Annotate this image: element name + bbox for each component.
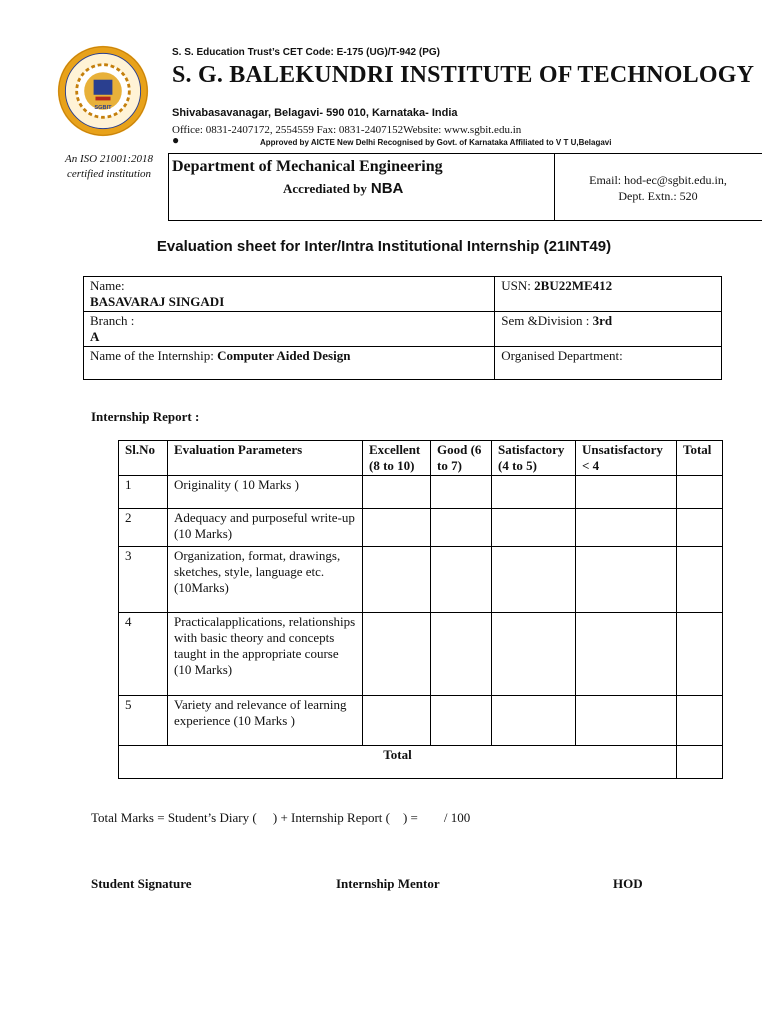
table-row bbox=[119, 696, 723, 746]
good-cell bbox=[431, 613, 492, 696]
row-number: 5 bbox=[119, 696, 168, 746]
accreditation-label: Accrediated by bbox=[283, 181, 367, 196]
department-name: Department of Mechanical Engineering bbox=[172, 158, 443, 175]
col-satisfactory: Satisfactory (4 to 5) bbox=[492, 441, 576, 476]
department-contact bbox=[556, 172, 760, 204]
institute-address: Shivabasavanagar, Belagavi- 590 010, Karnataka- India bbox=[172, 107, 458, 119]
table-row bbox=[119, 613, 723, 696]
row-parameter: Practicalapplications, relationships with basic theory and concepts taught in the appropriate course (10 Marks) bbox=[168, 613, 363, 696]
satisfactory-cell bbox=[492, 476, 576, 509]
table-row bbox=[119, 547, 723, 613]
excellent-cell bbox=[363, 509, 431, 547]
name-cell bbox=[84, 277, 495, 312]
col-unsatisfactory: Unsatisfactory < 4 bbox=[576, 441, 677, 476]
sem-cell bbox=[495, 312, 722, 347]
logo-text: SGBIT bbox=[94, 104, 112, 111]
accreditation bbox=[283, 180, 403, 197]
unsatisfactory-cell bbox=[576, 696, 677, 746]
usn-cell bbox=[495, 277, 722, 312]
mentor-signature-label: Internship Mentor bbox=[336, 876, 440, 891]
satisfactory-cell bbox=[492, 613, 576, 696]
header-row bbox=[119, 441, 723, 476]
hod-signature-label: HOD bbox=[613, 876, 643, 891]
approval-line: Approved by AICTE New Delhi Recognised by Govt. of Karnataka Affiliated to V T U,Belagavi bbox=[260, 138, 612, 147]
name-label: Name: bbox=[90, 278, 125, 293]
unsatisfactory-cell bbox=[576, 613, 677, 696]
row-parameter: Originality ( 10 Marks ) bbox=[168, 476, 363, 509]
row-parameter: Variety and relevance of learning experience (10 Marks ) bbox=[168, 696, 363, 746]
excellent-cell bbox=[363, 476, 431, 509]
good-cell bbox=[431, 509, 492, 547]
row-number: 3 bbox=[119, 547, 168, 613]
total-row bbox=[119, 746, 723, 779]
table-row bbox=[119, 509, 723, 547]
good-cell bbox=[431, 547, 492, 613]
row-parameter: Organization, format, drawings, sketches, style, language etc. (10Marks) bbox=[168, 547, 363, 613]
evaluation-table bbox=[118, 440, 723, 779]
row-number: 1 bbox=[119, 476, 168, 509]
student-info-table bbox=[83, 276, 722, 380]
name-value: BASAVARAJ SINGADI bbox=[90, 294, 225, 309]
organised-label: Organised Department: bbox=[501, 348, 623, 363]
satisfactory-cell bbox=[492, 696, 576, 746]
unsatisfactory-cell bbox=[576, 509, 677, 547]
total-cell bbox=[677, 696, 723, 746]
usn-value: 2BU22ME412 bbox=[534, 278, 613, 293]
excellent-cell bbox=[363, 613, 431, 696]
branch-cell bbox=[84, 312, 495, 347]
form-title: Evaluation sheet for Inter/Intra Institutional Internship (21INT49) bbox=[156, 238, 612, 255]
institute-name: S. G. BALEKUNDRI INSTITUTE OF TECHNOLOGY bbox=[172, 62, 755, 88]
sem-value: 3rd bbox=[592, 313, 613, 328]
col-total: Total bbox=[677, 441, 723, 476]
col-parameters: Evaluation Parameters bbox=[168, 441, 363, 476]
good-cell bbox=[431, 476, 492, 509]
col-excellent: Excellent (8 to 10) bbox=[363, 441, 431, 476]
usn-label: USN: bbox=[501, 278, 531, 293]
table-row bbox=[119, 476, 723, 509]
report-label: Internship Report : bbox=[91, 409, 200, 424]
total-label: Total bbox=[119, 746, 677, 779]
institute-logo bbox=[56, 44, 150, 138]
iso-certification: An ISO 21001:2018 certified institution bbox=[65, 153, 153, 180]
good-cell bbox=[431, 696, 492, 746]
col-good: Good (6 to 7) bbox=[431, 441, 492, 476]
organised-cell bbox=[495, 347, 722, 380]
total-cell bbox=[677, 509, 723, 547]
total-marks-formula: Total Marks = Student’s Diary ( ) + Internship Report ( ) = / 100 bbox=[91, 810, 471, 825]
header-divider-right bbox=[554, 153, 555, 220]
student-signature-label: Student Signature bbox=[91, 876, 192, 891]
grand-total-cell bbox=[677, 746, 723, 779]
total-cell bbox=[677, 613, 723, 696]
excellent-cell bbox=[363, 696, 431, 746]
unsatisfactory-cell bbox=[576, 476, 677, 509]
excellent-cell bbox=[363, 547, 431, 613]
satisfactory-cell bbox=[492, 509, 576, 547]
office-contact: Office: 0831-2407172, 2554559 Fax: 0831-2407152Website: www.sgbit.edu.in bbox=[172, 124, 522, 136]
header-rule-top bbox=[168, 153, 762, 154]
trust-line: S. S. Education Trust’s CET Code: E-175 (UG)/T-942 (PG) bbox=[172, 47, 441, 58]
total-cell bbox=[677, 547, 723, 613]
internship-cell bbox=[84, 347, 495, 380]
internship-value: Computer Aided Design bbox=[217, 348, 351, 363]
col-slno: Sl.No bbox=[119, 441, 168, 476]
branch-label: Branch : bbox=[90, 313, 135, 328]
internship-label: Name of the Internship: bbox=[90, 348, 214, 363]
branch-value: A bbox=[90, 329, 100, 344]
header-divider-left bbox=[168, 153, 169, 220]
accreditation-body: NBA bbox=[370, 180, 404, 197]
header-rule-bottom bbox=[168, 220, 762, 221]
row-parameter: Adequacy and purposeful write-up (10 Marks) bbox=[168, 509, 363, 547]
department-email: Email: hod-ec@sgbit.edu.in, bbox=[589, 173, 727, 187]
department-extension: Dept. Extn.: 520 bbox=[618, 189, 698, 203]
total-cell bbox=[677, 476, 723, 509]
satisfactory-cell bbox=[492, 547, 576, 613]
sem-label: Sem &Division : bbox=[501, 313, 590, 328]
bullet-icon: ● bbox=[172, 133, 180, 147]
row-number: 4 bbox=[119, 613, 168, 696]
row-number: 2 bbox=[119, 509, 168, 547]
unsatisfactory-cell bbox=[576, 547, 677, 613]
